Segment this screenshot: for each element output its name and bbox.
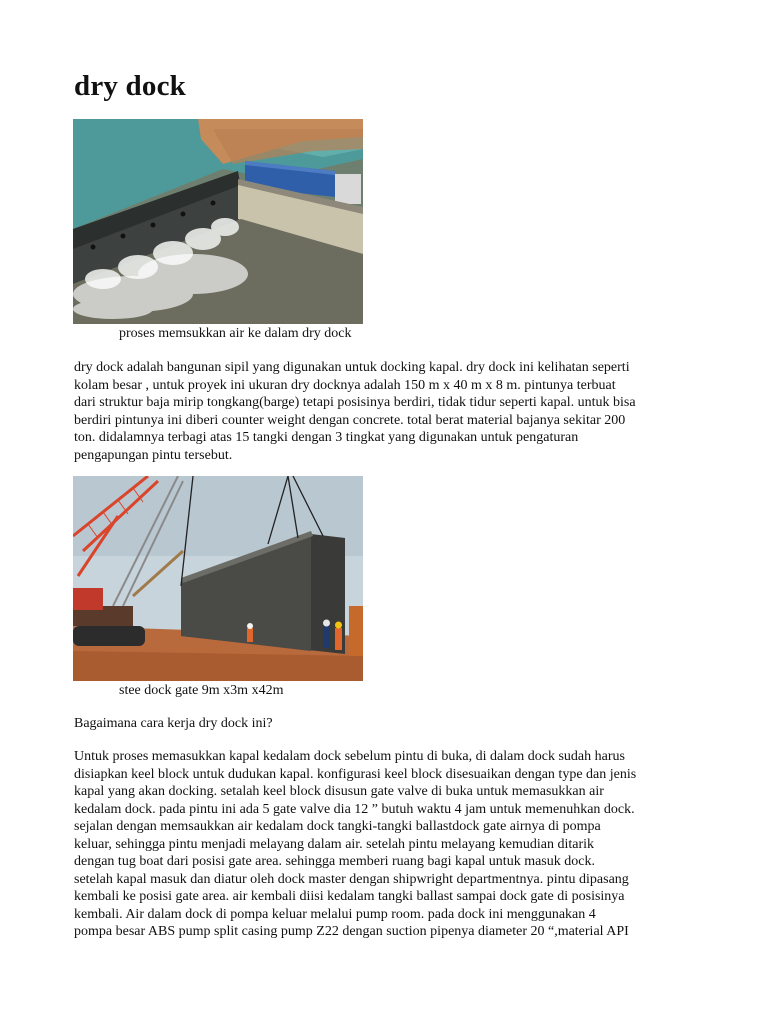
paragraph-line: pengapungan pintu tersebut. — [74, 447, 233, 463]
steel-dock-gate-illustration — [73, 476, 363, 681]
dry-dock-flooding-photo — [73, 119, 363, 324]
dry-dock-flooding-illustration — [73, 119, 363, 324]
paragraph-line: dry dock adalah bangunan sipil yang digunakan untuk docking kapal. dry dock ini kelihatan seperti — [74, 360, 630, 375]
paragraph-line: kembali. Air dalam dock di pompa keluar melalui pump room. pada dock ini menggunakan 4 — [74, 906, 596, 922]
section-question: Bagaimana cara kerja dry dock ini? — [74, 716, 273, 731]
figure-caption-1: proses memsukkan air ke dalam dry dock — [119, 326, 352, 341]
paragraph-line: pompa besar ABS pump split casing pump Z22 dengan suction pipenya diameter 20 “,material API — [74, 924, 629, 939]
paragraph-line: dari struktur baja mirip tongkang(barge) tetapi posisinya berdiri, tidak tidur seperti kapal. untuk bisa — [74, 395, 636, 410]
paragraph-line: kolam besar , untuk proyek ini ukuran dry docknya adalah 150 m x 40 m x 8 m. pintunya terbuat — [74, 377, 616, 393]
paragraph-line: Untuk proses memasukkan kapal kedalam dock sebelum pintu di buka, di dalam dock sudah harus — [74, 749, 625, 764]
paragraph-line: kembali ke posisi gate area. air kembali diisi kedalam tangki ballast sampai dock gate di posisinya — [74, 889, 625, 904]
figure-caption-2: stee dock gate 9m x3m x42m — [119, 683, 284, 698]
paragraph-line: berdiri pintunya ini diberi counter weight dengan concrete. total berat material bajanya sekitar 200 — [74, 412, 626, 428]
paragraph-line: keluar, sehingga pintu menjadi melayang dalam air. setelah pintu melayang kemudian ditarik — [74, 836, 595, 852]
paragraph-line: disiapkan keel block untuk dudukan kapal. konfigurasi keel block disesuaikan dengan type dan jenis — [74, 766, 637, 782]
paragraph-line: kedalam dock. pada pintu ini ada 5 gate valve dia 12 ” butuh waktu 4 jam untuk memenuhkan dock. — [74, 801, 635, 817]
paragraph-intro — [74, 359, 636, 464]
paragraph-line: sejalan dengan memsaukkan air kedalam dock tangki-tangki ballastdock gate airnya di pompa — [74, 819, 601, 834]
paragraph-how-it-works — [74, 748, 636, 941]
paragraph-line: setelah kapal masuk dan diatur oleh dock master dengan shipwright departmentnya. pintu dipasang — [74, 871, 629, 887]
page-title: dry dock — [74, 70, 186, 102]
paragraph-line: dengan tug boat dari posisi gate area. sehingga memberi ruang bagi kapal untuk masuk dock. — [74, 854, 595, 869]
steel-dock-gate-crane-photo — [73, 476, 363, 681]
paragraph-line: ton. didalamnya terbagi atas 15 tangki dengan 3 tingkat yang digunakan untuk pengaturan — [74, 430, 579, 445]
paragraph-line: kapal yang akan docking. setalah keel block disusun gate valve di buka untuk memasukkan air — [74, 784, 604, 799]
